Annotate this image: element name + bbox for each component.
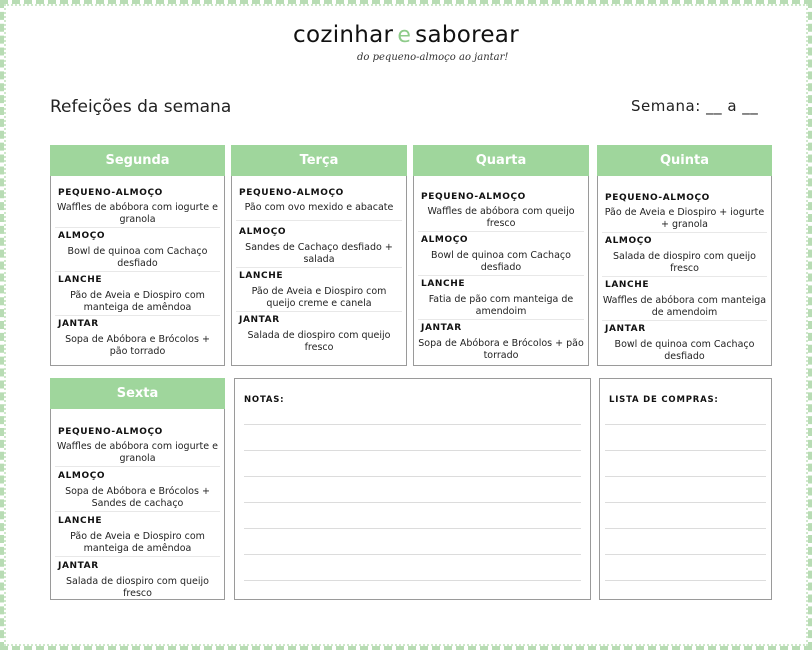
meal-dinner [232,314,406,355]
brand-logo [0,22,812,48]
meal-text: Fatia de pão com manteiga de amendoim [418,294,584,320]
notes-line [244,502,581,503]
meal-label: PEQUENO-ALMOÇO [58,427,163,437]
day-card-terca [231,145,407,366]
notes-line [244,580,581,581]
meal-label: JANTAR [239,315,280,325]
meal-label: LANCHE [58,516,103,526]
meal-snack [232,270,406,312]
meal-dinner [414,322,588,363]
meal-label: JANTAR [58,561,99,571]
brand-subtitle: do pequeno-almoço ao jantar! [357,52,509,63]
meal-text: Salada de diospiro com queijo fresco [65,576,209,599]
day-card-sexta [50,378,225,600]
meal-text: Salada de diospiro com queijo fresco [602,251,767,277]
meal-label: PEQUENO-ALMOÇO [58,188,163,198]
meal-breakfast [51,187,224,228]
meal-label: JANTAR [605,324,646,334]
meal-text: Salada de diospiro com queijo fresco [247,330,391,353]
shopping-line [605,502,766,503]
meal-label: LANCHE [605,280,650,290]
shopping-line [605,580,766,581]
shopping-line [605,424,766,425]
meal-label: PEQUENO-ALMOÇO [605,193,710,203]
day-card-quinta [597,145,772,366]
page-title: Refeições da semana [50,97,232,117]
meal-breakfast [51,426,224,467]
meal-text: Bowl de quinoa com Cachaço desfiado [614,339,755,362]
shopping-line [605,528,766,529]
meal-breakfast [232,187,406,221]
notes-line [244,554,581,555]
meal-label: LANCHE [58,275,103,285]
meal-breakfast [598,192,771,233]
meal-lunch [51,470,224,512]
meal-label: ALMOÇO [58,471,106,481]
meal-dinner [598,323,771,364]
day-card-segunda [50,145,225,366]
meal-text: Waffles de abóbora com iogurte e granola [55,202,220,228]
meal-lunch [51,230,224,272]
meal-lunch [414,234,588,276]
day-header: Segunda [50,145,225,176]
notes-line [244,424,581,425]
meal-text: Pão de Aveia e Diospiro + iogurte + granola [602,207,767,233]
meal-snack [51,274,224,316]
notes-label: NOTAS: [244,395,285,405]
meal-snack [598,279,771,321]
meal-text: Waffles de abóbora com queijo fresco [418,206,584,232]
brand-title-mid: e [397,23,412,48]
meal-label: ALMOÇO [239,227,287,237]
shopping-list-label: LISTA DE COMPRAS: [609,395,719,405]
meal-text: Waffles de abóbora com iogurte e granola [55,441,220,467]
meal-label: ALMOÇO [605,236,653,246]
meal-lunch [232,226,406,268]
meal-text: Pão de Aveia e Diospiro com manteiga de amêndoa [55,290,220,316]
meal-label: JANTAR [421,323,462,333]
day-header: Terça [231,145,407,176]
shopping-line [605,554,766,555]
meal-label: PEQUENO-ALMOÇO [421,192,526,202]
meal-lunch [598,235,771,277]
meal-label: PEQUENO-ALMOÇO [239,188,344,198]
meal-label: ALMOÇO [421,235,469,245]
week-range: Semana: __ a __ [631,97,759,115]
notes-line [244,450,581,451]
meal-label: JANTAR [58,319,99,329]
shopping-line [605,476,766,477]
notes-line [244,476,581,477]
meal-label: LANCHE [239,271,284,281]
meal-breakfast [414,191,588,232]
meal-label: LANCHE [421,279,466,289]
meal-snack [414,278,588,320]
day-header: Sexta [50,378,225,409]
notes-line [244,528,581,529]
meal-text: Pão de Aveia e Diospiro com queijo creme e canela [236,286,402,312]
meal-dinner [51,318,224,359]
meal-text: Waffles de abóbora com manteiga de amendoim [602,295,767,321]
meal-text: Sopa de Abóbora e Brócolos + pão torrado [65,334,210,357]
day-header: Quinta [597,145,772,176]
notes-box[interactable] [234,378,591,600]
meal-text: Pão de Aveia e Diospiro com manteiga de amêndoa [55,531,220,557]
meal-text: Sandes de Cachaço desfiado + salada [236,242,402,268]
meal-text: Pão com ovo mexido e abacate [236,202,402,221]
brand-title-left: cozinhar [293,22,394,48]
shopping-line [605,450,766,451]
meal-text: Sopa de Abóbora e Brócolos + pão torrado [418,338,584,361]
shopping-list-box[interactable] [599,378,772,600]
brand-title-right: saborear [415,22,519,48]
meal-label: ALMOÇO [58,231,106,241]
meal-dinner [51,560,224,601]
meal-text: Sopa de Abóbora e Brócolos + Sandes de cachaço [55,486,220,512]
meal-text: Bowl de quinoa com Cachaço desfiado [418,250,584,276]
meal-text: Bowl de quinoa com Cachaço desfiado [55,246,220,272]
day-card-quarta [413,145,589,366]
day-header: Quarta [413,145,589,176]
meal-snack [51,515,224,557]
